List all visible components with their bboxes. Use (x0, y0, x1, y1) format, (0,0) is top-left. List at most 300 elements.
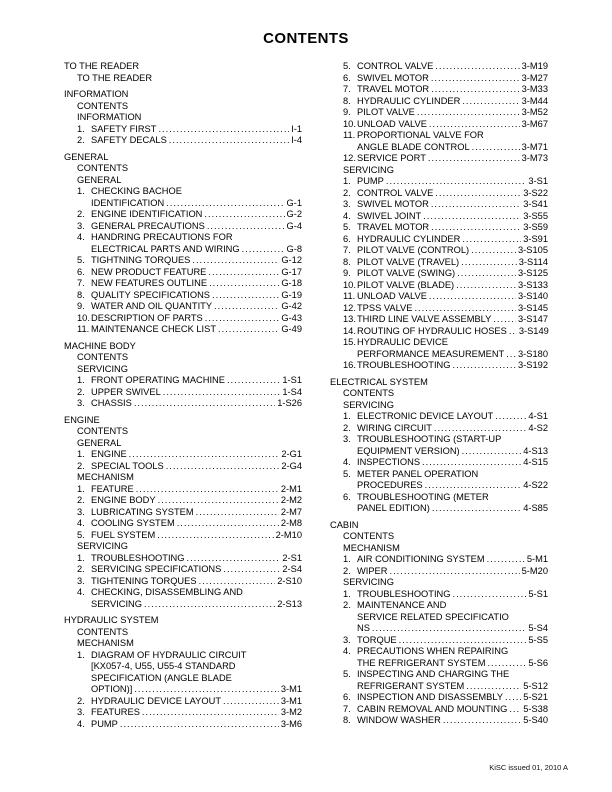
toc-item-text-line: UNLOAD VALVE (357, 291, 427, 301)
toc-item-last-line (91, 484, 302, 496)
toc-item-last-line (91, 135, 302, 147)
toc-item-text-line: ENGINE (91, 449, 127, 459)
toc-item-text-line: PERFORMANCE MEASUREMENT (357, 348, 505, 359)
toc-item-text-line: AIR CONDITIONING SYSTEM (357, 554, 485, 564)
dotted-leader (209, 278, 279, 290)
toc-item (330, 96, 548, 108)
toc-item-text-line: OPTION)] (91, 684, 133, 694)
toc-item-text-line: MAINTENANCE AND (357, 600, 447, 610)
dotted-leader (214, 301, 279, 313)
toc-page-number: 2-G1 (281, 449, 302, 459)
toc-page-number: 3-M44 (521, 95, 548, 106)
toc-item-text-line: CHASSIS (91, 398, 132, 408)
toc-subsection-heading: CONTENTS (77, 163, 129, 173)
toc-subsection-heading: MECHANISM (343, 542, 400, 553)
toc-item (330, 337, 548, 360)
toc-item (330, 423, 548, 435)
dotted-leader (453, 589, 527, 601)
toc-item-last-line (357, 61, 548, 73)
toc-item (64, 696, 302, 708)
toc-item-last-line (91, 495, 302, 507)
toc-item-text-line: ELECTRONIC DEVICE LAYOUT (357, 411, 494, 421)
dotted-leader (199, 576, 276, 588)
toc-page-number: 3-M33 (521, 84, 548, 94)
toc-item-number: 8. (343, 95, 351, 106)
toc-item-text-line: WIPER (357, 565, 388, 576)
toc-item-number: 5. (343, 669, 351, 679)
toc-item-text-line: PRECAUTIONS WHEN REPAIRING (357, 646, 509, 656)
toc-page-number: 3-M6 (280, 718, 302, 729)
toc-item-last-line (357, 84, 548, 96)
toc-item (330, 600, 548, 635)
toc-page-number: 2-M2 (280, 495, 302, 505)
dotted-leader (457, 268, 516, 280)
toc-item-number: 2. (343, 600, 351, 610)
toc-item-last-line (91, 290, 302, 302)
toc-page-number: 2-S4 (282, 564, 302, 574)
toc-page-number: G-19 (281, 289, 302, 300)
toc-item-text-line: SERVICING (91, 598, 142, 609)
toc-page-number: 4-S2 (528, 422, 548, 433)
toc-item-last-line (357, 107, 548, 119)
toc-item-last-line (91, 518, 302, 530)
toc-item (330, 314, 548, 326)
dotted-leader (136, 484, 279, 496)
dotted-leader (208, 267, 279, 279)
toc-item (64, 290, 302, 302)
dotted-leader (505, 692, 521, 704)
toc-page-number: 3-M27 (521, 72, 548, 83)
dotted-leader (166, 198, 284, 210)
dotted-leader (471, 245, 516, 257)
toc-page-number: 5-S6 (528, 657, 548, 668)
toc-item-text-line: INSPECTIONS (357, 457, 421, 467)
toc-item-number: 4. (343, 646, 351, 656)
toc-item-number: 9. (77, 301, 85, 311)
toc-item (64, 221, 302, 233)
toc-page-number: 5-S12 (523, 680, 548, 691)
toc-item (64, 209, 302, 221)
toc-item-text-line: THIRD LINE VALVE ASSEMBLY (357, 314, 492, 324)
toc-item (64, 484, 302, 496)
dotted-leader (389, 566, 519, 578)
dotted-leader (223, 564, 280, 576)
dotted-leader (506, 349, 516, 361)
toc-item-last-line (357, 222, 548, 234)
toc-item-text-line: HYDRAULIC DEVICE (357, 337, 448, 347)
toc-item-text-line: INSPECTING AND CHARGING THE (357, 669, 510, 679)
toc-item (330, 635, 548, 647)
toc-item-text-line: TIGHTNING TORQUES (91, 255, 191, 265)
dotted-leader (144, 599, 275, 611)
toc-page-number: 3-S192 (518, 360, 548, 370)
toc-item-last-line (91, 507, 302, 519)
toc-subsection-heading: SERVICING (343, 399, 394, 410)
toc-item-number: 6. (77, 266, 85, 277)
toc-item-text-line: TPSS VALVE (357, 302, 413, 313)
issue-note: KiSC issued 01, 2010 A (489, 763, 568, 772)
toc-item-number: 2. (77, 460, 85, 471)
toc-item-text-line: FEATURE (91, 483, 134, 494)
dotted-leader (187, 553, 281, 565)
toc-subsection-heading: MECHANISM (77, 638, 134, 648)
dotted-leader (493, 314, 516, 326)
toc-item (64, 278, 302, 290)
toc-item-last-line (91, 255, 302, 267)
dotted-leader (218, 324, 279, 336)
toc-subsection-heading: SERVICING (343, 164, 394, 175)
toc-page-number: 5-M1 (526, 554, 548, 564)
toc-item-last-line (357, 153, 548, 165)
toc-item (64, 324, 302, 336)
toc-item-last-line (91, 313, 302, 325)
toc-item (330, 692, 548, 704)
dotted-leader (425, 480, 522, 492)
page-title: CONTENTS (263, 30, 349, 47)
toc-item-text-line: PILOT VALVE (CONTROL) (357, 245, 470, 255)
dotted-leader (205, 313, 280, 325)
toc-item (330, 188, 548, 200)
toc-page-number: 2-M10 (275, 529, 302, 540)
toc-page-number: G-49 (281, 324, 302, 334)
toc-page-number: 3-M2 (280, 707, 302, 717)
dotted-leader (134, 684, 278, 696)
toc-item-last-line (357, 268, 548, 280)
toc-item-last-line (357, 176, 548, 188)
toc-subsection-heading: INFORMATION (77, 112, 142, 122)
toc-item-text-line: SAFETY DECALS (91, 135, 167, 145)
toc-page-number: 1-S1 (282, 375, 302, 385)
toc-subsection-heading: CONTENTS (77, 100, 129, 111)
dotted-leader (487, 554, 525, 566)
toc-item-last-line (357, 119, 548, 131)
toc-page-number: G-12 (281, 255, 302, 265)
toc-item-last-line (357, 715, 548, 727)
toc-item-text-line: PILOT VALVE (TRAVEL) (357, 256, 460, 267)
toc-item-text-line: PUMP (357, 176, 384, 186)
dotted-leader (472, 142, 520, 154)
toc-column-left (64, 61, 302, 730)
toc-item-text-line: METER PANEL OPERATION (357, 468, 479, 479)
toc-page-number: 3-M52 (521, 107, 548, 117)
toc-page-number: 3-M71 (521, 141, 548, 152)
toc-item-number: 1. (343, 554, 351, 564)
toc-item-number: 7. (343, 245, 351, 255)
toc-item-number: 5. (77, 529, 85, 540)
toc-page-number: 3-S105 (518, 245, 548, 255)
toc-page-number: I-4 (291, 135, 302, 145)
toc-item-last-line (91, 719, 302, 731)
toc-item-text-line: CABIN REMOVAL AND MOUNTING (357, 703, 508, 714)
toc-page-number: 3-S1 (528, 176, 548, 186)
toc-page-number: 3-S91 (523, 233, 548, 244)
toc-item-last-line (357, 245, 548, 257)
dotted-leader (461, 257, 517, 269)
toc-subsection-heading: CONTENTS (77, 352, 129, 362)
toc-item-number: 1. (77, 483, 85, 494)
toc-item-last-line (91, 576, 302, 588)
toc-item-text-line: TIGHTENING TORQUES (91, 575, 197, 586)
toc-item-number: 12. (343, 153, 356, 163)
toc-subsection-heading: CONTENTS (343, 388, 395, 398)
toc-item (330, 119, 548, 131)
toc-item (64, 375, 302, 387)
toc-item-number: 10. (77, 312, 90, 323)
toc-item-last-line (91, 707, 302, 719)
toc-item-text-line: TROUBLESHOOTING (357, 360, 451, 370)
toc-item-number: 4. (77, 518, 85, 528)
toc-item-text-line: UNLOAD VALVE (357, 118, 427, 129)
toc-item (64, 461, 302, 473)
toc-item-last-line (357, 142, 548, 154)
toc-page-number: 2-M1 (280, 483, 302, 494)
toc-item (330, 107, 548, 119)
toc-subsection-heading: SERVICING (343, 577, 394, 587)
toc-item-last-line (91, 449, 302, 461)
toc-item-number: 3. (77, 398, 85, 408)
toc-item-text-line: THE REFRIGERANT SYSTEM (357, 657, 486, 668)
toc-item (330, 469, 548, 492)
toc-item-number: 2. (77, 386, 85, 397)
toc-item-text-line: CONTROL VALVE (357, 61, 434, 71)
toc-page-number: 5-S1 (528, 588, 548, 599)
toc-item-last-line (91, 375, 302, 387)
toc-item-text-line: PILOT VALVE (BLADE) (357, 279, 455, 290)
toc-item (330, 291, 548, 303)
toc-item-last-line (357, 291, 548, 303)
toc-item-text-line: SERVICE RELATED SPECIFICATIO (357, 611, 509, 622)
toc-column-right (330, 61, 548, 730)
toc-item-number: 7. (77, 278, 85, 288)
toc-item-number: 3. (77, 220, 85, 231)
toc-page-number: 3-S125 (518, 268, 548, 278)
toc-page-number: 3-S22 (523, 187, 548, 198)
toc-item-text-line: PUMP (91, 718, 118, 729)
toc-item (330, 211, 548, 223)
toc-page-number: 4-S13 (523, 445, 548, 456)
toc-item (64, 576, 302, 588)
toc-item (64, 507, 302, 519)
toc-item-text-line: SERVICE PORT (357, 153, 426, 163)
toc-item-text-line: INSPECTION AND DISASSEMBLY (357, 692, 504, 702)
toc-item-text-line: TROUBLESHOOTING (START-UP (357, 434, 502, 444)
toc-item-number: 2. (77, 209, 85, 219)
toc-page-number: G-42 (281, 301, 302, 311)
toc-item-number: 6. (343, 72, 351, 83)
toc-item (330, 646, 548, 669)
toc-section-heading: CABIN (330, 519, 359, 530)
dotted-leader (204, 209, 284, 221)
dotted-leader (207, 221, 285, 233)
toc-page-number: 4-S15 (523, 457, 548, 467)
toc-page-number: 3-M19 (521, 61, 548, 71)
toc-item-number: 7. (343, 84, 351, 94)
toc-item-number: 1. (343, 411, 351, 421)
toc-item (64, 135, 302, 147)
toc-item-text-line: HYDRAULIC CYLINDER (357, 95, 461, 106)
toc-item-text-line: SWIVEL MOTOR (357, 199, 429, 209)
dotted-leader (227, 375, 280, 387)
dotted-leader (163, 387, 281, 399)
toc-item-last-line (357, 349, 548, 361)
toc-item (330, 153, 548, 165)
toc-item-number: 2. (77, 695, 85, 706)
toc-item-last-line (91, 221, 302, 233)
dotted-leader (431, 199, 521, 211)
toc-item-last-line (91, 209, 302, 221)
toc-item-last-line (91, 530, 302, 542)
toc-item (64, 398, 302, 410)
toc-item-number: 4. (77, 718, 85, 729)
toc-section-heading: ENGINE (64, 414, 100, 425)
toc-page-number: 5-S5 (528, 634, 548, 645)
toc-item-text-line: SWIVEL MOTOR (357, 72, 429, 83)
toc-page-number: 2-M8 (280, 518, 302, 528)
toc-item (64, 707, 302, 719)
toc-page-number: G-8 (286, 243, 302, 254)
dotted-leader (487, 658, 526, 670)
toc-item-text-line: SPECIFICATION (ANGLE BLADE (91, 672, 232, 683)
dotted-leader (134, 398, 275, 410)
toc-item-last-line (91, 244, 302, 256)
dotted-leader (414, 303, 516, 315)
toc-item-text-line: SPECIAL TOOLS (91, 460, 164, 471)
toc-item-last-line (91, 278, 302, 290)
dotted-leader (192, 255, 279, 267)
toc-item (330, 268, 548, 280)
toc-item-last-line (357, 635, 548, 647)
dotted-leader (462, 446, 522, 458)
toc-item-number: 3. (343, 199, 351, 209)
toc-item-text-line: HYDRAULIC DEVICE LAYOUT (91, 695, 222, 706)
dotted-leader (423, 211, 521, 223)
toc-item-text-line: DIAGRAM OF HYDRAULIC CIRCUIT (91, 649, 247, 660)
toc-page-number: 2-S1 (282, 552, 302, 563)
toc-item-number: 3. (77, 575, 85, 586)
toc-page-number: G-4 (286, 220, 302, 231)
toc-item (64, 267, 302, 279)
toc-item-text-line: SERVICING SPECIFICATIONS (91, 564, 222, 574)
toc-item-text-line: IDENTIFICATION (91, 197, 165, 208)
toc-page-number: 3-S149 (518, 325, 549, 336)
toc-item-number: 5. (343, 468, 351, 479)
toc-item-number: 11. (343, 130, 356, 140)
dotted-leader (158, 124, 289, 136)
toc-item-number: 1. (77, 186, 85, 196)
toc-item-last-line (91, 564, 302, 576)
toc-item-last-line (357, 303, 548, 315)
toc-item (330, 411, 548, 423)
toc-item (64, 495, 302, 507)
toc-item-text-line: ELECTRICAL PARTS AND WIRING (91, 243, 240, 254)
toc-section-heading: HYDRAULIC SYSTEM (64, 615, 159, 625)
toc-item-text-line: SAFETY FIRST (91, 123, 157, 134)
toc-item-text-line: TORQUE (357, 634, 397, 645)
toc-item-last-line (357, 589, 548, 601)
toc-item-number: 4. (343, 210, 351, 221)
dotted-leader (429, 119, 520, 131)
toc-item-number: 1. (343, 176, 351, 186)
toc-section-heading: TO THE READER (64, 61, 140, 71)
toc-item (64, 518, 302, 530)
toc-item (64, 650, 302, 696)
toc-item (330, 280, 548, 292)
dotted-leader (435, 188, 521, 200)
toc-item-last-line (357, 96, 548, 108)
dotted-leader (372, 623, 526, 635)
toc-item-text-line: HANDRING PRECAUTIONS FOR (91, 232, 233, 242)
toc-item-number: 2. (343, 565, 351, 576)
toc-page-number: 3-S133 (518, 279, 548, 290)
toc-page-number: 4-S22 (523, 480, 548, 490)
toc-item (330, 492, 548, 515)
toc-subsection-heading: CONTENTS (77, 426, 129, 436)
toc-page-number: 5-S4 (528, 623, 548, 633)
toc-item-text-line: EQUIPMENT VERSION) (357, 445, 460, 456)
toc-page-number: G-2 (286, 209, 302, 219)
toc-item-number: 11. (77, 324, 90, 334)
toc-item (330, 434, 548, 457)
toc-item (330, 84, 548, 96)
toc-item-number: 1. (77, 123, 85, 134)
dotted-leader (212, 290, 279, 302)
toc-item-last-line (357, 457, 548, 469)
toc-item-number: 1. (343, 588, 351, 599)
toc-item-text-line: REFRIGERANT SYSTEM (357, 680, 465, 691)
toc-item-text-line: FEATURES (91, 707, 140, 717)
toc-item-number: 6. (343, 692, 351, 702)
toc-item-text-line: [KX057-4, U55, U55-4 STANDARD (91, 661, 236, 671)
toc-item-text-line: TROUBLESHOOTING (91, 552, 185, 563)
toc-page-number: 5-S38 (523, 703, 548, 714)
toc-item-last-line (357, 360, 548, 372)
dotted-leader (157, 530, 273, 542)
toc-item-text-line: QUALITY SPECIFICATIONS (91, 289, 210, 300)
toc-item-last-line (91, 124, 302, 136)
toc-item (64, 587, 302, 610)
toc-item (64, 124, 302, 136)
toc-item (330, 457, 548, 469)
toc-item-number: 6. (343, 233, 351, 244)
toc-item-number: 11. (343, 291, 356, 301)
toc-page-number: 3-M1 (280, 684, 302, 694)
toc-item-number: 2. (343, 422, 351, 433)
dotted-leader (242, 244, 285, 256)
toc-item (330, 303, 548, 315)
dotted-leader (428, 153, 520, 165)
toc-item-text-line: DESCRIPTION OF PARTS (91, 312, 203, 323)
toc-item-text-line: TRAVEL MOTOR (357, 84, 430, 94)
toc-item-number: 3. (343, 634, 351, 645)
toc-item-last-line (357, 446, 548, 458)
dotted-leader (509, 704, 521, 716)
toc-item-text-line: CONTROL VALVE (357, 187, 434, 198)
toc-item (64, 387, 302, 399)
toc-section-heading: INFORMATION (64, 89, 129, 99)
toc-item-last-line (357, 199, 548, 211)
toc-page-number: G-17 (281, 266, 302, 277)
toc-subsection-heading: TO THE READER (77, 72, 153, 83)
toc-item-text-line: NS (357, 623, 370, 633)
toc-item-number: 10. (343, 118, 356, 129)
dotted-leader (435, 61, 519, 73)
toc-item-last-line (91, 387, 302, 399)
dotted-leader (429, 291, 516, 303)
dotted-leader (177, 518, 279, 530)
dotted-leader (453, 360, 517, 372)
dotted-leader (399, 635, 527, 647)
toc-item-last-line (357, 681, 548, 693)
